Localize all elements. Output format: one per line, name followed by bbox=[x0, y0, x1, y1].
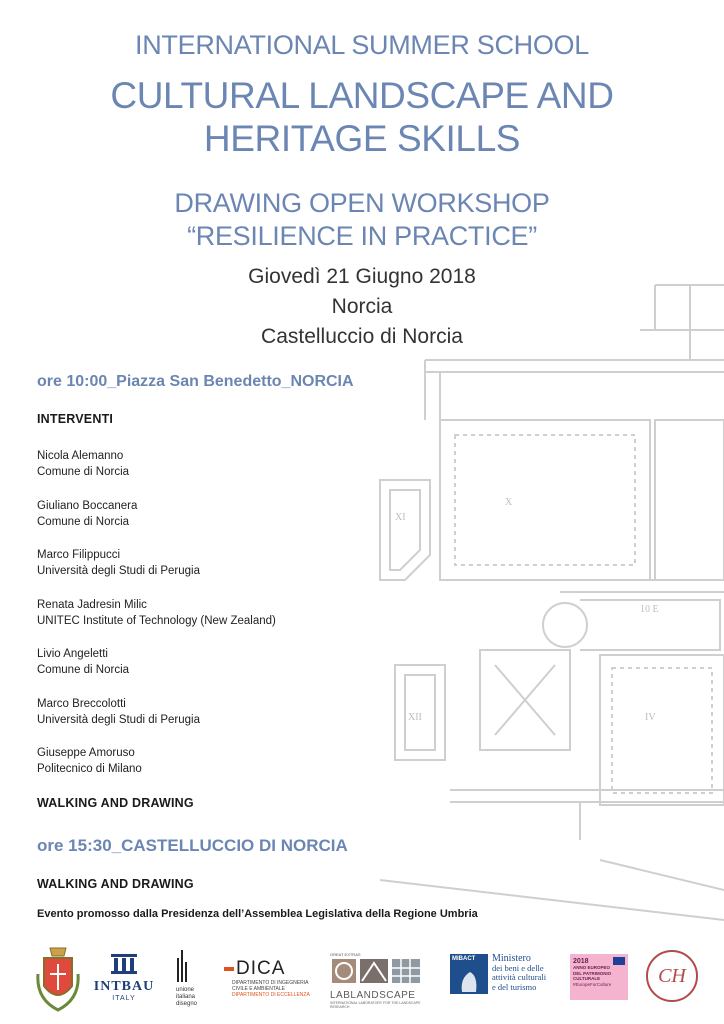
intbau-text: INTBAU bbox=[93, 979, 155, 994]
speaker-name: Nicola Alemanno bbox=[37, 450, 124, 462]
speaker-name: Giuliano Boccanera bbox=[37, 499, 138, 512]
year-line-4: CULTURALE bbox=[573, 976, 601, 981]
norcia-coat-of-arms-logo bbox=[36, 944, 80, 1014]
intbau-sub: ITALY bbox=[112, 995, 136, 1002]
main-title-line-1: CULTURAL LANDSCAPE AND bbox=[110, 75, 614, 116]
uid-line-2: italiana bbox=[176, 994, 196, 1000]
dica-sub-2: CIVILE E AMBIENTALE bbox=[232, 986, 285, 992]
lablandscape-text: LABLANDSCAPE bbox=[330, 990, 416, 1001]
uid-line-1: unione bbox=[176, 987, 195, 993]
speaker-affiliation: Comune di Norcia bbox=[37, 515, 130, 528]
main-title-line-2: HERITAGE SKILLS bbox=[203, 118, 521, 159]
lablandscape-tiles-icon bbox=[330, 957, 422, 985]
mibact-line-3: attività culturali bbox=[492, 972, 547, 982]
morning-session-title: ore 10:00_Piazza San Benedetto_NORCIA bbox=[37, 373, 354, 390]
lablandscape-logo bbox=[330, 952, 422, 1009]
foundation-seal-logo bbox=[646, 950, 698, 1002]
speaker-list bbox=[37, 448, 397, 795]
promoter-note: Evento promosso dalla Presidenza dell’Assemblea Legislativa della Regione Umbria bbox=[37, 908, 478, 920]
dica-sub-3: DIPARTIMENTO DI ECCELLENZA bbox=[232, 992, 310, 998]
year-line-3: DEL PATRIMONIO bbox=[573, 970, 612, 976]
speaker-name: Renata Jadresin Milic bbox=[37, 598, 147, 611]
year-line-5: #EuropeForCulture bbox=[573, 981, 612, 987]
speaker-item bbox=[37, 696, 397, 728]
event-place-1: Norcia bbox=[331, 295, 393, 318]
mibact-line-1: Ministero bbox=[492, 953, 531, 964]
intbau-columns-icon bbox=[109, 952, 139, 974]
interventi-label: INTERVENTI bbox=[37, 412, 114, 426]
lablandscape-top: GREAT EXTRAS bbox=[330, 952, 361, 957]
speaker-affiliation: Università degli Studi di Perugia bbox=[37, 565, 201, 577]
mibact-line-4: e del turismo bbox=[492, 981, 537, 992]
event-place-2: Castelluccio di Norcia bbox=[261, 325, 463, 348]
mibact-logo bbox=[450, 954, 560, 994]
workshop-title-line-1: DRAWING OPEN WORKSHOP bbox=[174, 188, 550, 218]
speaker-item bbox=[37, 745, 397, 777]
svg-text:10 E: 10 E bbox=[640, 604, 659, 615]
uid-line-3: disegno bbox=[176, 1001, 198, 1007]
eu-flag-icon bbox=[613, 957, 625, 965]
afternoon-activity: WALKING AND DRAWING bbox=[37, 877, 194, 891]
svg-text:X: X bbox=[505, 497, 513, 508]
sponsor-logos bbox=[0, 940, 724, 1020]
morning-activity: WALKING AND DRAWING bbox=[37, 796, 194, 810]
afternoon-session-title: ore 15:30_CASTELLUCCIO DI NORCIA bbox=[37, 836, 348, 855]
mibact-text: MIBACT bbox=[452, 956, 476, 962]
speaker-affiliation: Università degli Studi di Perugia bbox=[37, 713, 201, 726]
svg-text:XI: XI bbox=[395, 512, 406, 523]
event-date: Giovedì 21 Giugno 2018 bbox=[248, 265, 476, 288]
speaker-name: Marco Filippucci bbox=[37, 549, 121, 561]
mibact-figure-icon bbox=[450, 964, 488, 994]
speaker-name: Marco Breccolotti bbox=[37, 697, 126, 710]
seal-text: CH bbox=[658, 964, 686, 987]
dica-logo bbox=[224, 958, 320, 998]
main-title bbox=[0, 74, 724, 160]
svg-text:IV: IV bbox=[645, 712, 656, 723]
speaker-item bbox=[37, 547, 397, 579]
european-year-logo bbox=[570, 954, 628, 1000]
speaker-affiliation: Comune di Norcia bbox=[37, 664, 130, 676]
event-info bbox=[0, 262, 724, 352]
workshop-title-line-2: “RESILIENCE IN PRACTICE” bbox=[187, 221, 537, 251]
speaker-name: Giuseppe Amoruso bbox=[37, 747, 135, 759]
uid-bars-icon bbox=[176, 948, 188, 982]
speaker-item bbox=[37, 448, 397, 480]
intbau-logo bbox=[92, 952, 156, 1002]
speaker-item bbox=[37, 498, 397, 530]
year-number: 2018 bbox=[573, 957, 589, 965]
mibact-emblem bbox=[450, 954, 488, 994]
dica-text: DICA bbox=[236, 958, 286, 979]
summer-school-title: INTERNATIONAL SUMMER SCHOOL bbox=[135, 30, 589, 60]
svg-text:XII: XII bbox=[408, 712, 422, 723]
speaker-affiliation: Comune di Norcia bbox=[37, 466, 130, 478]
speaker-affiliation: UNITEC Institute of Technology (New Zealand) bbox=[37, 614, 276, 627]
mibact-line-2: dei beni e delle bbox=[492, 962, 544, 973]
speaker-name: Livio Angeletti bbox=[37, 648, 108, 660]
speaker-affiliation: Politecnico di Milano bbox=[37, 763, 142, 775]
lablandscape-sub: INTERNATIONAL LABORATORY FOR THE LANDSCAPE RESEARCH bbox=[330, 1001, 421, 1009]
uid-logo bbox=[176, 948, 216, 1008]
year-line-2: ANNO EUROPEO bbox=[573, 965, 611, 970]
speaker-item bbox=[37, 646, 397, 678]
workshop-title bbox=[0, 187, 724, 253]
speaker-item bbox=[37, 597, 397, 629]
dica-sub-1: DIPARTIMENTO DI INGEGNERIA bbox=[232, 980, 309, 986]
dica-mark-icon bbox=[224, 967, 234, 971]
